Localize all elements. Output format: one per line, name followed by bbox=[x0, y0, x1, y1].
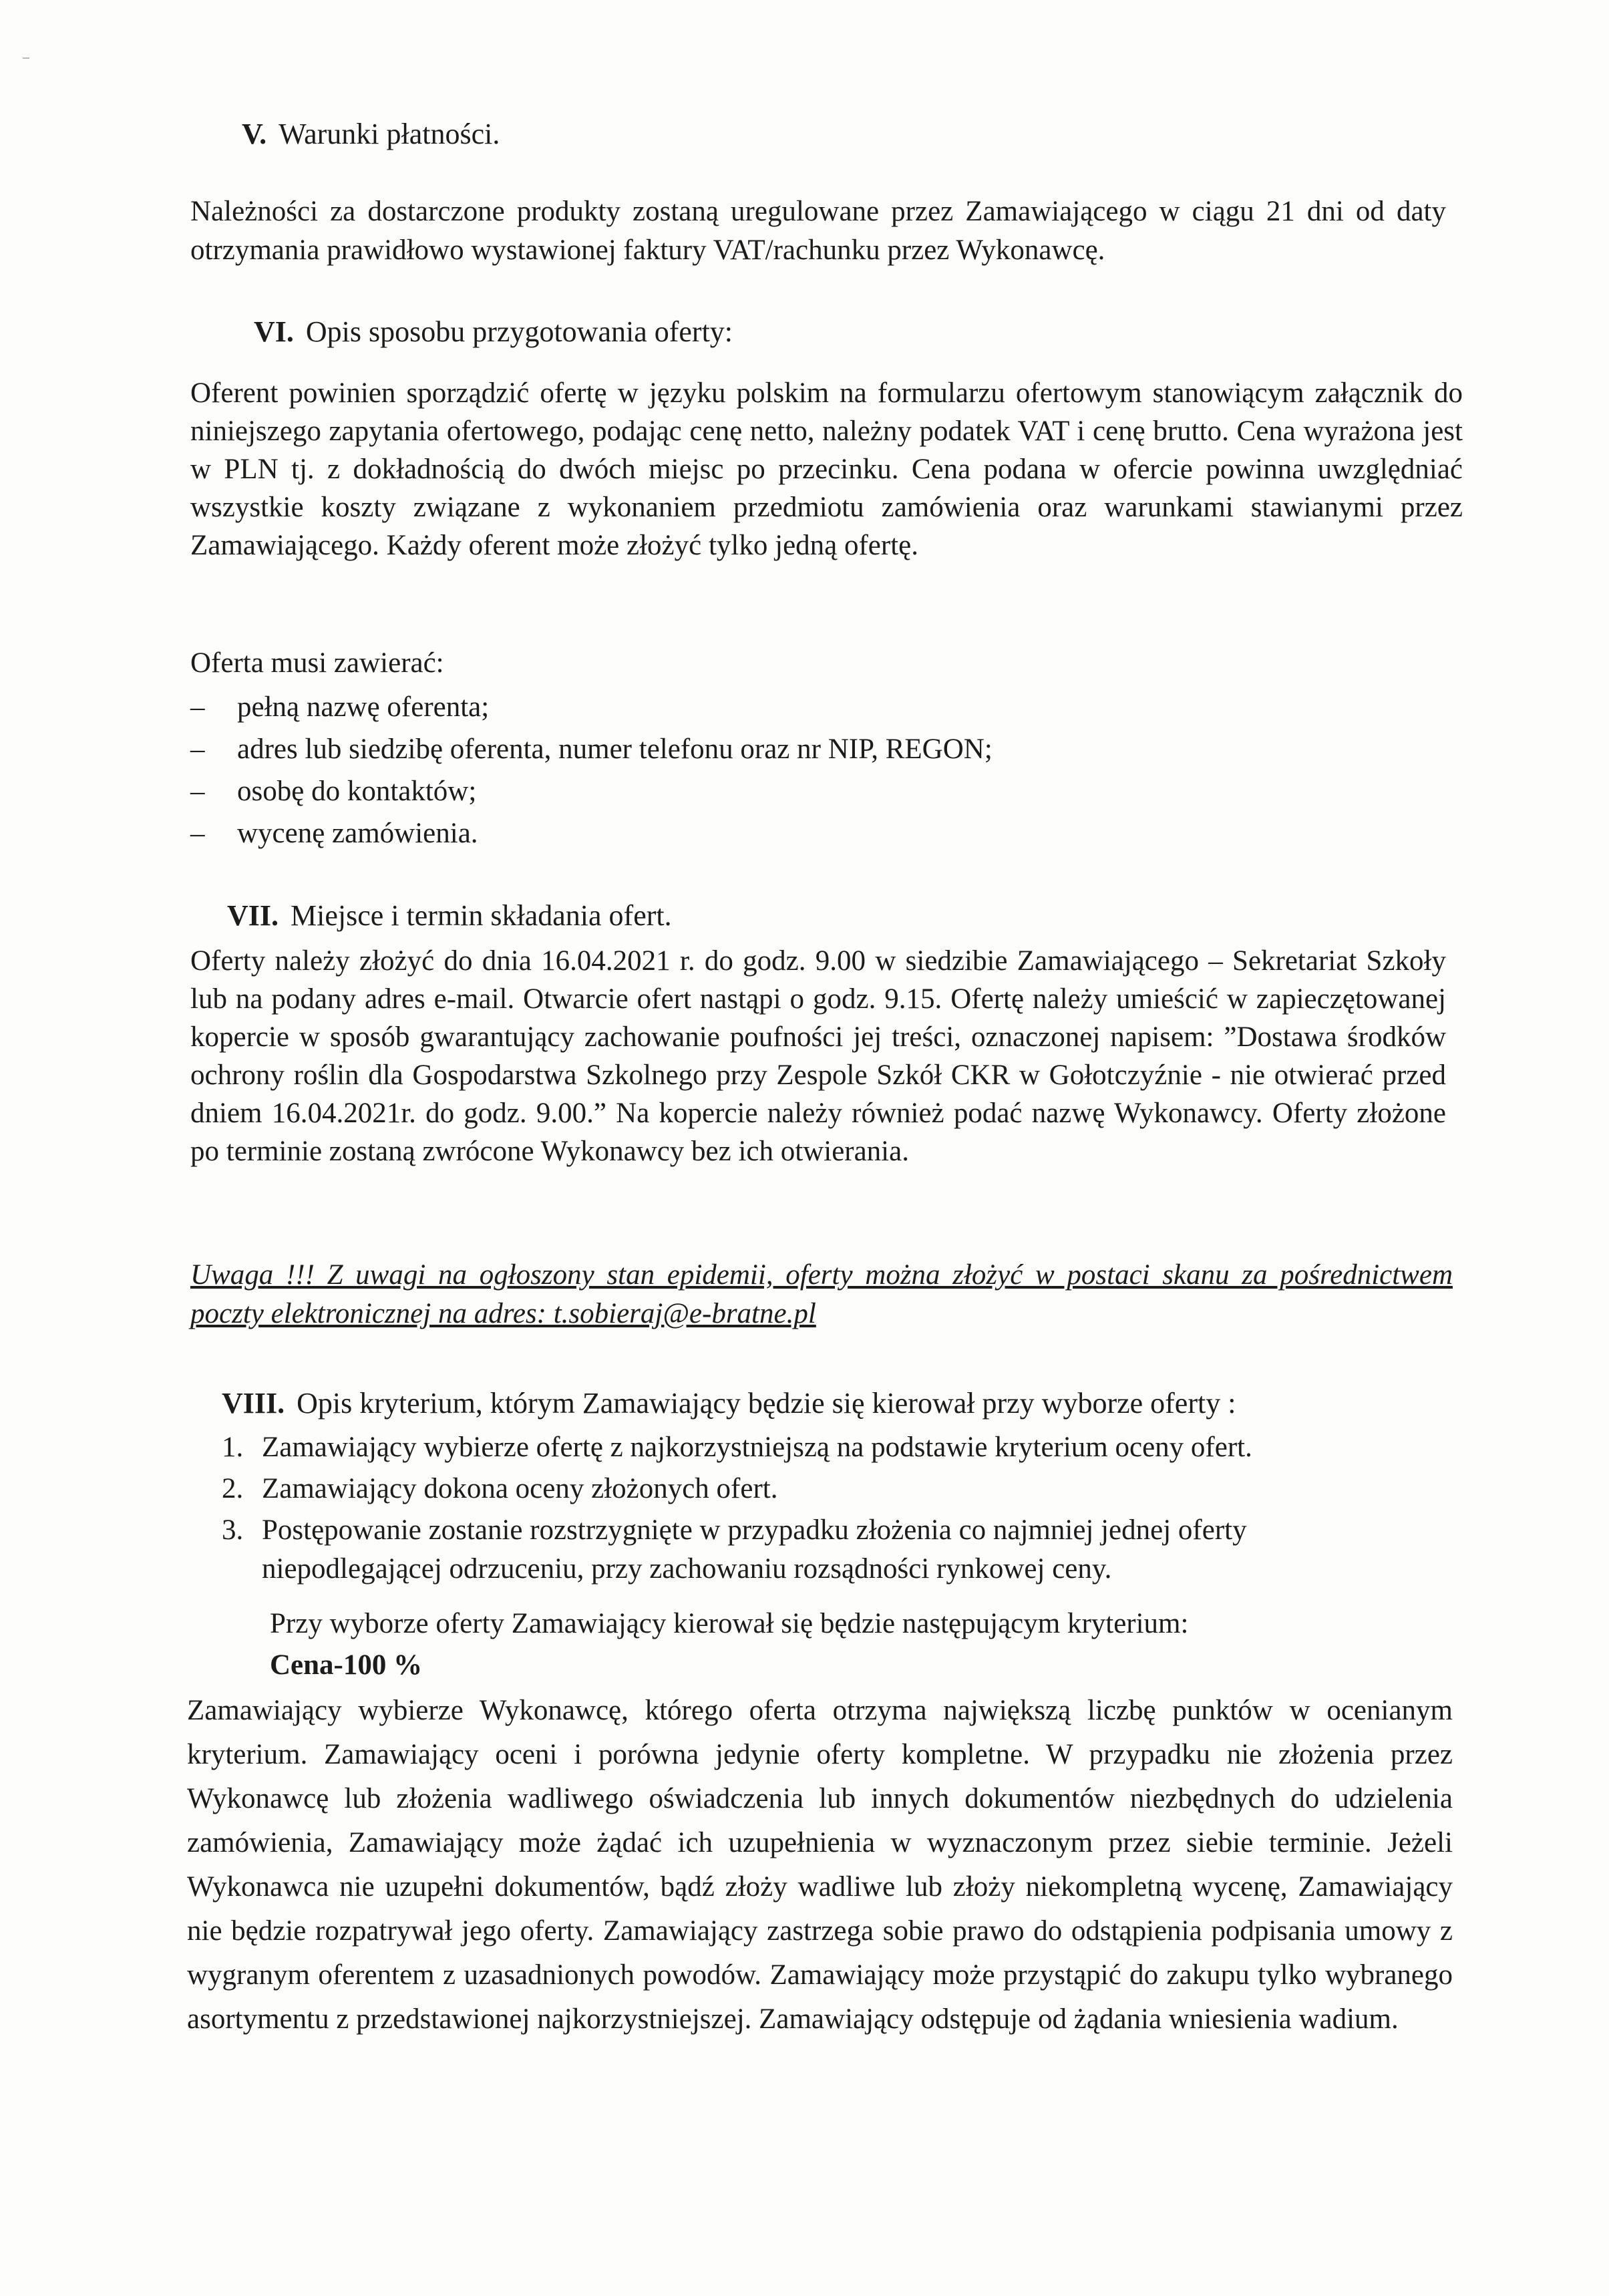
list-item: – osobę do kontaktów; bbox=[190, 776, 477, 807]
section-5-number: V. bbox=[242, 118, 267, 150]
section-8-body: Zamawiający wybierze Wykonawcę, którego oferta otrzyma największą liczbę punktów w ocenianym kryterium. Zamawiający oceni i porówna jedynie oferty kompletne. W przypadku nie złożenia przez Wykonawcę lub złożenia wadliwego oświadczenia lub innych dokumentów niezbędnych do udzielenia zamówienia, Zamawiający może żądać ich uzupełnienia w wyznaczonym przez siebie terminie. Jeżeli Wykonawca nie uzupełni dokumentów, bądź złoży wadliwe lub złoży niekompletną wycenę, Zamawiający nie będzie rozpatrywał jego oferty. Zamawiający zastrzega sobie prawo do odstąpienia podpisania umowy z wygranym oferentem z uzasadnionych powodów. Zamawiający może przystąpić do zakupu tylko wybranego asortymentu z przedstawionej najkorzystniejszej. Zamawiający odstępuje od żądania wniesienia wadium. bbox=[187, 1695, 1453, 2035]
list-item: 3. Postępowanie zostanie rozstrzygnięte w przypadku złożenia co najmniej jednej oferty niepodlegającej odrzuceniu, przy zachowaniu rozsądności rynkowej ceny. bbox=[222, 1514, 1247, 1585]
section-7-body: Oferty należy złożyć do dnia 16.04.2021 r. do godz. 9.00 w siedzibie Zamawiającego – Sekretariat Szkoły lub na podany adres e-mail. Otwarcie ofert nastąpi o godz. 9.15. Ofertę należy umieścić w zapieczętowanej kopercie w sposób gwarantujący zachowanie poufności jej treści, oznaczonej napisem: ”Dostawa środków ochrony roślin dla Gospodarstwa Szkolnego przy Zespole Szkół CKR w Gołotczyźnie - nie otwierać przed dniem 16.04.2021r. do godz. 9.00.” Na kopercie należy również podać nazwę Wykonawcy. Oferty złożone po terminie zostaną zwrócone Wykonawcy bez ich otwierania. bbox=[190, 945, 1446, 1167]
offer-list-title: Oferta musi zawierać: bbox=[190, 647, 444, 679]
section-6-number: VI. bbox=[254, 315, 294, 348]
list-item: 1. Zamawiający wybierze ofertę z najkorzystniejszą na podstawie kryterium oceny ofert. bbox=[222, 1432, 1252, 1463]
list-item: – adres lub siedzibę oferenta, numer telefonu oraz nr NIP, REGON; bbox=[190, 733, 993, 765]
scan-mark bbox=[23, 57, 29, 59]
section-6-heading bbox=[254, 313, 1516, 351]
epidemic-note: Uwaga !!! Z uwagi na ogłoszony stan epidemii, oferty można złożyć w postaci skanu za pośrednictwem poczty elektronicznej na adres: t.sobieraj@e-bratne.pl bbox=[190, 1259, 1453, 1329]
section-7-number: VII. bbox=[227, 899, 279, 932]
list-item: – pełną nazwę oferenta; bbox=[190, 691, 490, 723]
section-5-title: Warunki płatności. bbox=[279, 118, 500, 150]
list-item: 2. Zamawiający dokona oceny złożonych ofert. bbox=[222, 1473, 778, 1504]
offer-requirements-list bbox=[190, 688, 1453, 856]
section-7-heading bbox=[227, 896, 1489, 935]
section-6-body: Oferent powinien sporządzić ofertę w języku polskim na formularzu ofertowym stanowiącym załącznik do niniejszego zapytania ofertowego, podając cenę netto, należny podatek VAT i cenę brutto. Cena wyrażona jest w PLN tj. z dokładnością do dwóch miejsc po przecinku. Cena podana w ofercie powinna uwzględniać wszystkie koszty związane z wykonaniem przedmiotu zamówienia oraz warunkami stawianymi przez Zamawiającego. Każdy oferent może złożyć tylko jedną ofertę. bbox=[190, 377, 1463, 561]
section-5-heading bbox=[242, 115, 1504, 154]
section-8-title: Opis kryterium, którym Zamawiający będzie się kierował przy wyborze oferty : bbox=[297, 1387, 1236, 1420]
section-8-number: VIII. bbox=[222, 1387, 285, 1420]
list-item: – wycenę zamówienia. bbox=[190, 818, 478, 849]
criterion-price: Cena-100 % bbox=[270, 1649, 423, 1681]
section-6-title: Opis sposobu przygotowania oferty: bbox=[305, 315, 733, 348]
criteria-list bbox=[222, 1428, 1424, 1591]
section-8-heading bbox=[222, 1384, 1464, 1423]
criterion-intro: Przy wyborze oferty Zamawiający kierował się będzie następującym kryterium: bbox=[270, 1608, 1189, 1639]
section-7-title: Miejsce i termin składania ofert. bbox=[291, 899, 672, 932]
section-5-body: Należności za dostarczone produkty zostaną uregulowane przez Zamawiającego w ciągu 21 dni od daty otrzymania prawidłowo wystawionej faktury VAT/rachunku przez Wykonawcę. bbox=[190, 196, 1446, 266]
